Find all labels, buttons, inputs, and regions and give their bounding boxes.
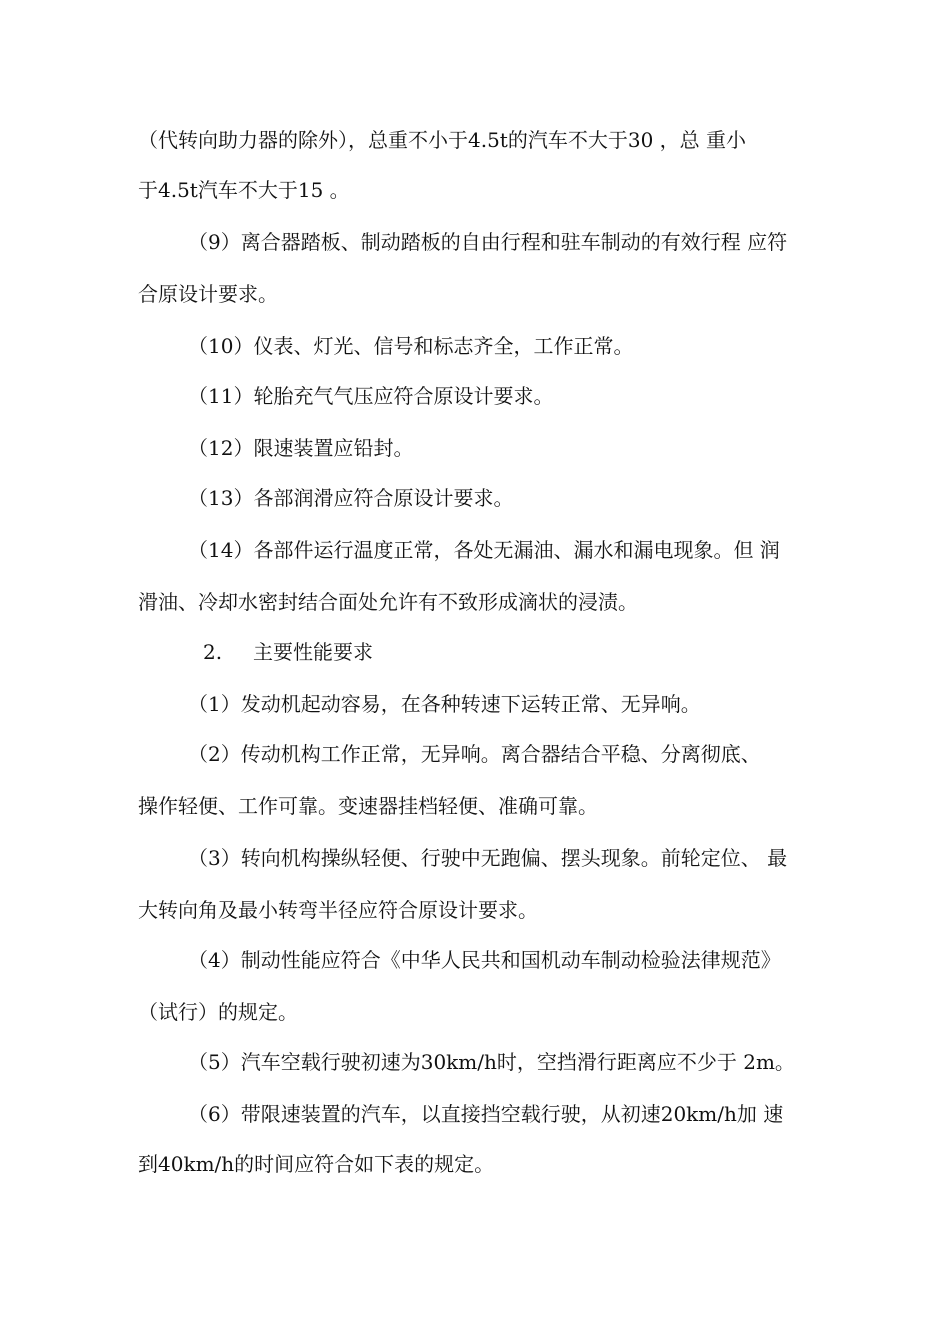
paragraph-10: （10）仪表、灯光、信号和标志齐全，工作正常。: [188, 334, 634, 358]
paragraph-9-line-2: 合原设计要求。: [138, 282, 278, 306]
paragraph-11: （11）轮胎充气气压应符合原设计要求。: [188, 384, 554, 408]
performance-item-2-line-1: （2）传动机构工作正常，无异响。离合器结合平稳、分离彻底、: [188, 742, 761, 766]
text-line: 于4.5t汽车不大于15 。: [138, 178, 350, 202]
section-heading: [203, 638, 803, 666]
paragraph-14-line-2: 滑油、冷却水密封结合面处允许有不致形成滴状的浸渍。: [138, 590, 638, 614]
performance-item-4-line-1: （4）制动性能应符合《中华人民共和国机动车制动检验法律规范》: [188, 948, 781, 972]
performance-item-2-line-2: 操作轻便、工作可靠。变速器挂档轻便、准确可靠。: [138, 794, 598, 818]
section-number: 2.: [203, 640, 223, 664]
paragraph-12: （12）限速装置应铅封。: [188, 436, 414, 460]
section-title: 主要性能要求: [253, 640, 373, 664]
performance-item-6-line-1: （6）带限速装置的汽车，以直接挡空载行驶，从初速20km/h加 速: [188, 1102, 784, 1126]
paragraph-14-line-1: （14）各部件运行温度正常，各处无漏油、漏水和漏电现象。但 润: [188, 538, 780, 562]
performance-item-4-line-2: （试行）的规定。: [138, 1000, 298, 1024]
paragraph-9-line-1: （9）离合器踏板、制动踏板的自由行程和驻车制动的有效行程 应符: [188, 230, 788, 254]
performance-item-3-line-1: （3）转向机构操纵轻便、行驶中无跑偏、摆头现象。前轮定位、 最: [188, 846, 788, 870]
performance-item-6-line-2: 到40km/h的时间应符合如下表的规定。: [138, 1152, 495, 1176]
text-line: （代转向助力器的除外），总重不小于4.5t的汽车不大于30 ，总 重小: [138, 128, 747, 152]
paragraph-13: （13）各部润滑应符合原设计要求。: [188, 486, 514, 510]
performance-item-1: （1）发动机起动容易，在各种转速下运转正常、无异响。: [188, 692, 701, 716]
performance-item-5: （5）汽车空载行驶初速为30km/h时，空挡滑行距离应不少于 2m。: [188, 1050, 795, 1074]
performance-item-3-line-2: 大转向角及最小转弯半径应符合原设计要求。: [138, 898, 538, 922]
